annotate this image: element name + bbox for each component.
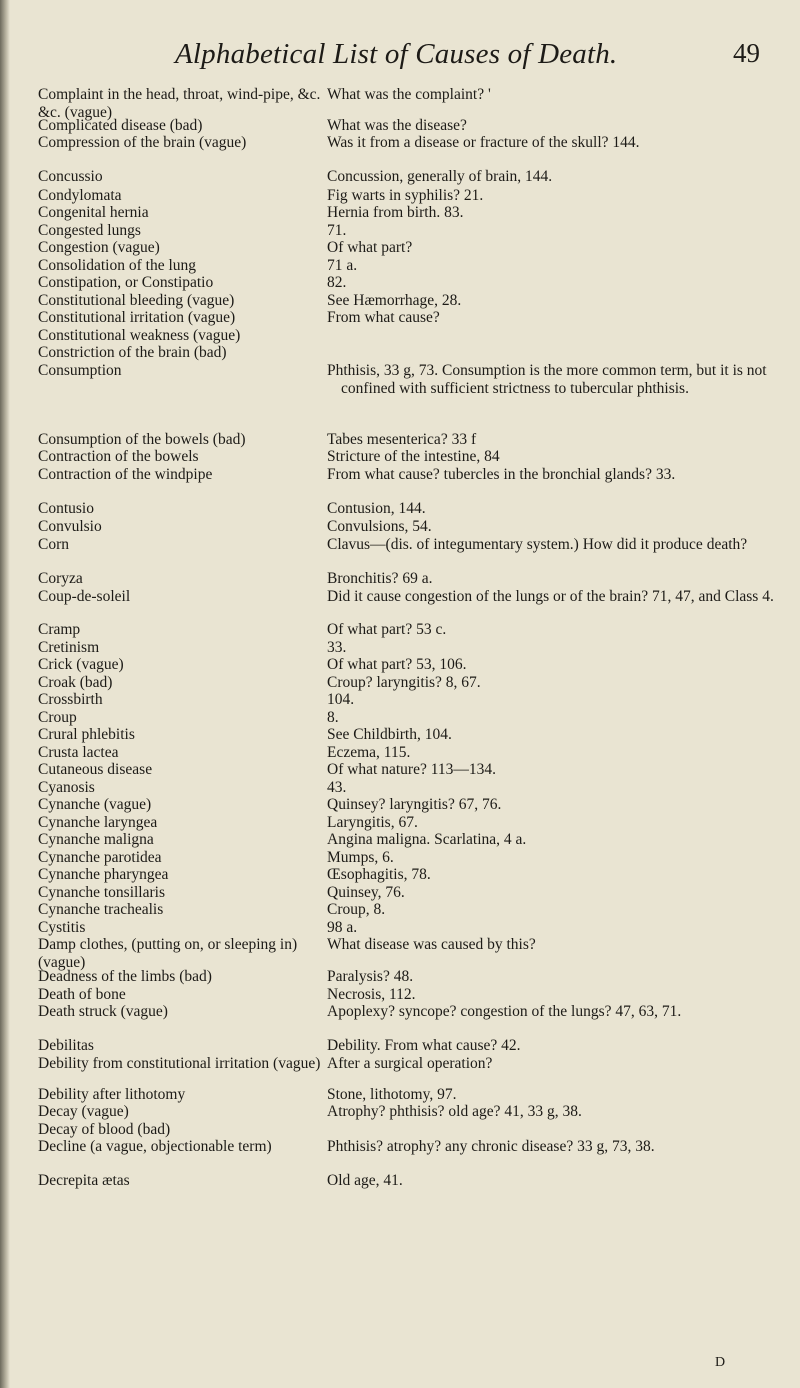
cause-term: Constriction of the brain (bad) <box>38 344 227 361</box>
cause-term: Complaint in the head, throat, wind-pipe, &c. &c. (vague) <box>38 86 321 121</box>
suggested-question: Quinsey, 76. <box>327 884 405 901</box>
cause-term: Cynanche tonsillaris <box>38 884 165 901</box>
suggested-question: 8. <box>327 709 339 726</box>
cause-term: Crusta lactea <box>38 744 119 761</box>
cause-term: Crural phlebitis <box>38 726 135 743</box>
cause-term: Death of bone <box>38 986 126 1003</box>
suggested-question: Croup, 8. <box>327 901 386 918</box>
cause-term: Congenital hernia <box>38 204 149 221</box>
cause-term: Contraction of the windpipe <box>38 466 213 483</box>
cause-term: Cramp <box>38 621 81 638</box>
suggested-question: From what cause? tubercles in the bronchial glands? 33. <box>327 466 676 483</box>
suggested-question: Paralysis? 48. <box>327 968 414 985</box>
cause-term: Cynanche parotidea <box>38 849 162 866</box>
book-spine-shadow <box>0 0 10 1388</box>
cause-term: Debility from constitutional irritation (vague) <box>38 1055 321 1072</box>
suggested-question: Eczema, 115. <box>327 744 411 761</box>
suggested-question: Fig warts in syphilis? 21. <box>327 187 484 204</box>
cause-term: Crick (vague) <box>38 656 124 673</box>
suggested-question: 82. <box>327 274 347 291</box>
cause-term: Croak (bad) <box>38 674 113 691</box>
suggested-question: Was it from a disease or fracture of the skull? 144. <box>327 134 640 151</box>
suggested-question: Of what part? 53 c. <box>327 621 447 638</box>
suggested-question: Atrophy? phthisis? old age? 41, 33 g, 38. <box>327 1103 582 1120</box>
suggested-question: Quinsey? laryngitis? 67, 76. <box>327 796 502 813</box>
suggested-question: Old age, 41. <box>327 1172 403 1189</box>
cause-term: Cynanche pharyngea <box>38 866 169 883</box>
cause-term: Congestion (vague) <box>38 239 160 256</box>
suggested-question: Tabes mesenterica? 33 f <box>327 431 477 448</box>
cause-term: Cynanche trachealis <box>38 901 164 918</box>
cause-term: Cystitis <box>38 919 86 936</box>
suggested-question: 98 a. <box>327 919 358 936</box>
suggested-question: Of what nature? 113—134. <box>327 761 497 778</box>
suggested-question: Contusion, 144. <box>327 500 426 517</box>
cause-term: Consolidation of the lung <box>38 257 197 274</box>
cause-term: Decay of blood (bad) <box>38 1121 171 1138</box>
cause-term: Cynanche laryngea <box>38 814 158 831</box>
cause-term: Constitutional weakness (vague) <box>38 327 241 344</box>
cause-term: Debility after lithotomy <box>38 1086 186 1103</box>
running-title: Alphabetical List of Causes of Death. <box>175 38 618 70</box>
cause-term: Cynanche maligna <box>38 831 154 848</box>
cause-term: Decay (vague) <box>38 1103 129 1120</box>
suggested-question: Angina maligna. Scarlatina, 4 a. <box>327 831 527 848</box>
suggested-question: Of what part? <box>327 239 413 256</box>
suggested-question: Clavus—(dis. of integumentary system.) How did it produce death? <box>327 536 748 553</box>
cause-term: Compression of the brain (vague) <box>38 134 247 151</box>
suggested-question: From what cause? <box>327 309 440 326</box>
cause-term: Coup-de-soleil <box>38 588 131 605</box>
suggested-question: Stone, lithotomy, 97. <box>327 1086 457 1103</box>
signature-mark: D <box>715 1355 726 1370</box>
cause-term: Consumption of the bowels (bad) <box>38 431 246 448</box>
suggested-question: 71 a. <box>327 257 358 274</box>
cause-term: Debilitas <box>38 1037 94 1054</box>
cause-term: Consumption <box>38 362 122 379</box>
cause-term: Cutaneous disease <box>38 761 153 778</box>
cause-term: Damp clothes, (putting on, or sleeping in) (vague) <box>38 936 298 971</box>
cause-term: Condylomata <box>38 187 122 204</box>
page-number: 49 <box>733 38 760 68</box>
suggested-question: Mumps, 6. <box>327 849 394 866</box>
suggested-question: After a surgical operation? <box>327 1055 493 1072</box>
suggested-question: 33. <box>327 639 347 656</box>
cause-term: Contraction of the bowels <box>38 448 199 465</box>
suggested-question: Œsophagitis, 78. <box>327 866 431 883</box>
suggested-question: 104. <box>327 691 355 708</box>
suggested-question: See Hæmorrhage, 28. <box>327 292 462 309</box>
suggested-question: Stricture of the intestine, 84 <box>327 448 500 465</box>
suggested-question: Convulsions, 54. <box>327 518 432 535</box>
cause-term: Deadness of the limbs (bad) <box>38 968 212 985</box>
cause-term: Concussio <box>38 168 103 185</box>
cause-term: Contusio <box>38 500 94 517</box>
cause-term: Convulsio <box>38 518 102 535</box>
cause-term: Decrepita ætas <box>38 1172 130 1189</box>
cause-term: Crossbirth <box>38 691 103 708</box>
suggested-question: Apoplexy? syncope? congestion of the lungs? 47, 63, 71. <box>327 1003 682 1020</box>
cause-term: Cretinism <box>38 639 100 656</box>
cause-term: Congested lungs <box>38 222 141 239</box>
cause-term: Croup <box>38 709 77 726</box>
cause-term: Constitutional irritation (vague) <box>38 309 236 326</box>
suggested-question: What was the disease? <box>327 117 467 134</box>
suggested-question: Hernia from birth. 83. <box>327 204 464 221</box>
suggested-question: Debility. From what cause? 42. <box>327 1037 521 1054</box>
suggested-question: Phthisis, 33 g, 73. Consumption is the more common term, but it is not confined with sufficient strictness to tubercular phthisis. <box>327 362 767 397</box>
suggested-question: Bronchitis? 69 a. <box>327 570 433 587</box>
suggested-question: Concussion, generally of brain, 144. <box>327 168 553 185</box>
cause-term: Death struck (vague) <box>38 1003 168 1020</box>
cause-term: Coryza <box>38 570 83 587</box>
suggested-question: Phthisis? atrophy? any chronic disease? 33 g, 73, 38. <box>327 1138 655 1155</box>
cause-term: Complicated disease (bad) <box>38 117 203 134</box>
suggested-question: What disease was caused by this? <box>327 936 536 953</box>
suggested-question: Did it cause congestion of the lungs or of the brain? 71, 47, and Class 4. <box>327 588 774 605</box>
page-header <box>0 38 800 78</box>
cause-term: Constitutional bleeding (vague) <box>38 292 235 309</box>
suggested-question: 71. <box>327 222 347 239</box>
suggested-question: 43. <box>327 779 347 796</box>
suggested-question: See Childbirth, 104. <box>327 726 452 743</box>
suggested-question: What was the complaint? ' <box>327 86 491 103</box>
suggested-question: Of what part? 53, 106. <box>327 656 467 673</box>
cause-term: Decline (a vague, objectionable term) <box>38 1138 272 1155</box>
suggested-question: Croup? laryngitis? 8, 67. <box>327 674 481 691</box>
cause-term: Constipation, or Constipatio <box>38 274 214 291</box>
suggested-question: Necrosis, 112. <box>327 986 416 1003</box>
cause-term: Cynanche (vague) <box>38 796 152 813</box>
suggested-question: Laryngitis, 67. <box>327 814 418 831</box>
cause-term: Cyanosis <box>38 779 95 796</box>
cause-term: Corn <box>38 536 69 553</box>
